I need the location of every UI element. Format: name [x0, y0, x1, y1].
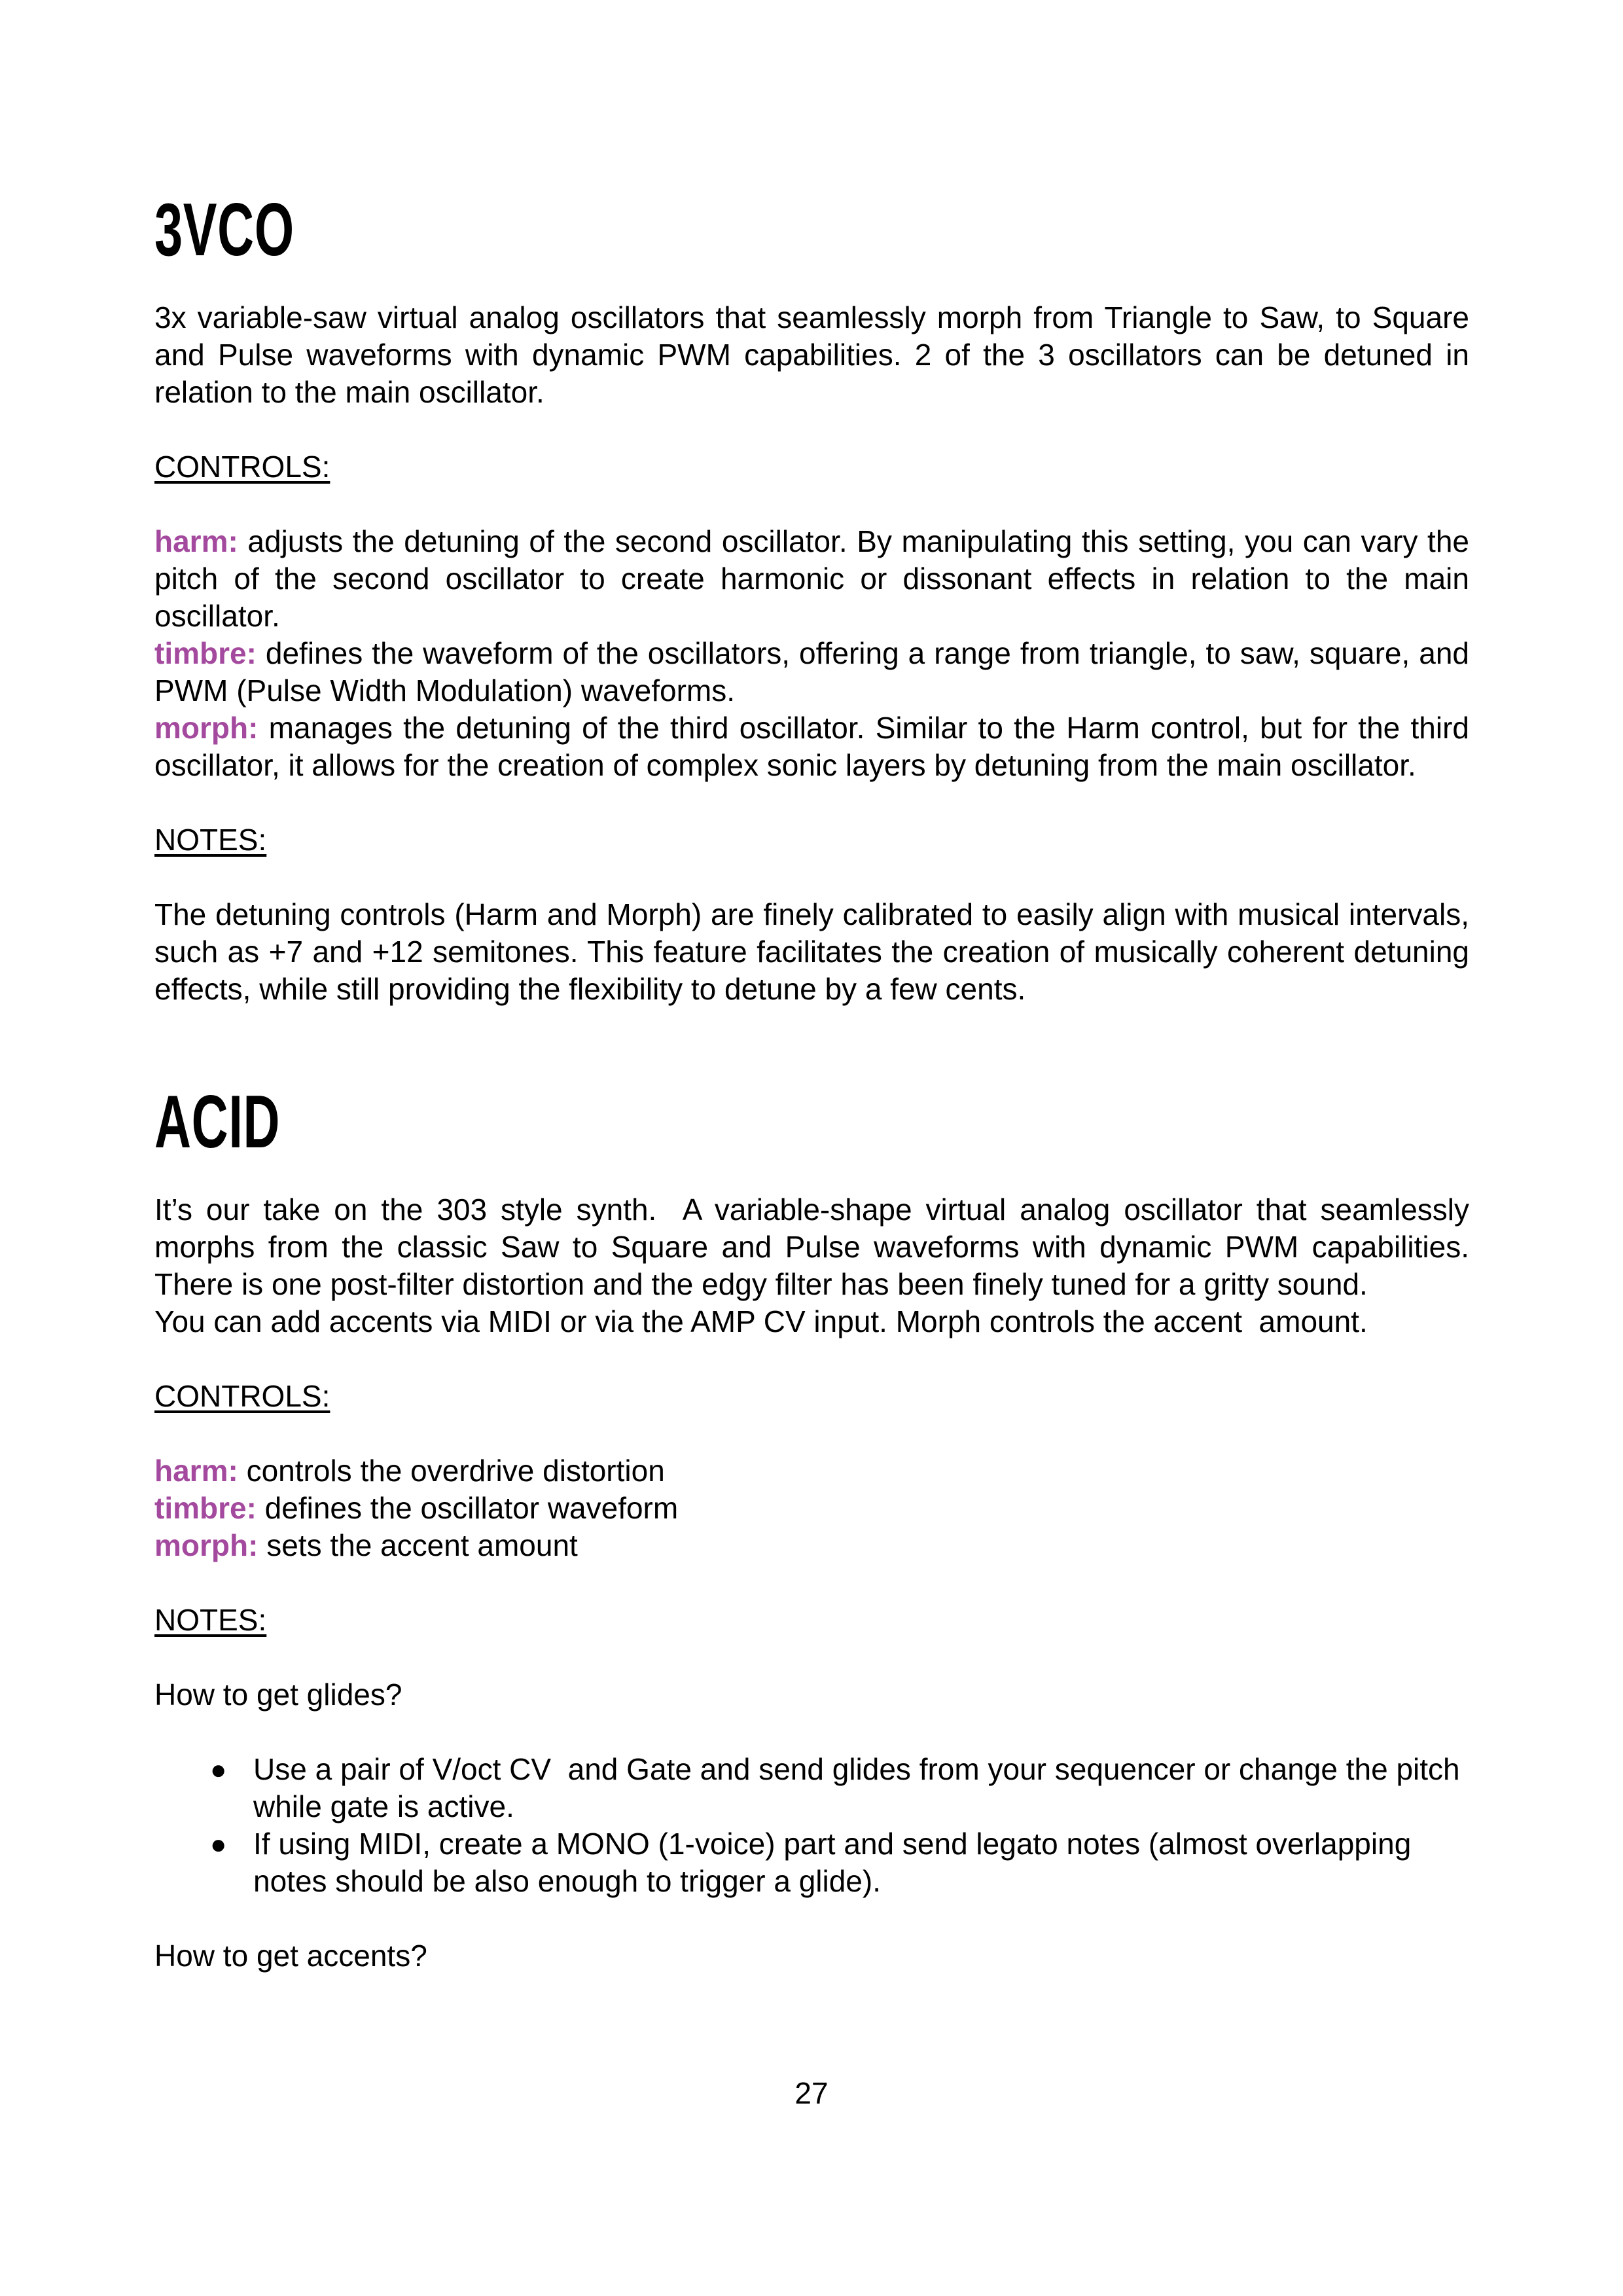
vco-intro-paragraph: 3x variable-saw virtual analog oscillators that seamlessly morph from Triangle to Saw, to Square and Pulse waveforms with dynamic PWM capabilities. 2 of the 3 oscillators can be detuned in relation to the main oscillator. — [154, 300, 1478, 409]
page-number: 27 — [794, 2076, 829, 2110]
vco-control-timbre — [154, 635, 1478, 709]
acid-control-timbre — [154, 1490, 1469, 1527]
control-name-timbre: timbre: — [154, 636, 257, 670]
acid-notes-label: NOTES: — [154, 1603, 267, 1637]
acid-control-harm — [154, 1452, 1469, 1490]
vco-control-harm — [154, 523, 1478, 635]
bullet-icon: ● — [210, 1829, 227, 1859]
bullet-icon: ● — [210, 1754, 227, 1785]
vco-control-morph — [154, 709, 1478, 784]
control-desc-timbre: defines the oscillator waveform — [256, 1491, 679, 1525]
accents-question: How to get accents? — [154, 1939, 427, 1973]
list-item-text: If using MIDI, create a MONO (1-voice) part and send legato notes (almost overlapping notes should be also enough to trigger a glide). — [253, 1827, 1420, 1898]
section-title-acid-text: ACID — [154, 1081, 281, 1164]
vco-notes-label: NOTES: — [154, 823, 267, 857]
glides-bullet-list — [154, 1751, 1469, 1900]
section-title-acid — [154, 1080, 1469, 1165]
acid-intro-line2: You can add accents via MIDI or via the AMP CV input. Morph controls the accent amount. — [154, 1304, 1368, 1338]
acid-controls-label: CONTROLS: — [154, 1379, 330, 1413]
list-item — [154, 1825, 1469, 1900]
control-desc-harm: adjusts the detuning of the second oscillator. By manipulating this setting, you can vary the pitch of the second oscillator to create harmonic or dissonant effects in relation to the main oscillator. — [154, 524, 1478, 633]
acid-intro-paragraph — [154, 1191, 1478, 1340]
control-name-morph: morph: — [154, 1528, 259, 1562]
list-item-text: Use a pair of V/oct CV and Gate and send glides from your sequencer or change the pitch while gate is active. — [253, 1752, 1469, 1823]
section-title-3vco — [154, 188, 1469, 273]
control-name-harm: harm: — [154, 524, 238, 558]
section-title-3vco-text: 3VCO — [154, 188, 294, 272]
control-name-timbre: timbre: — [154, 1491, 257, 1525]
control-desc-timbre: defines the waveform of the oscillators, offering a range from triangle, to saw, square, and PWM (Pulse Width Modulation) waveforms. — [154, 636, 1478, 708]
control-name-harm: harm: — [154, 1454, 238, 1488]
acid-intro-line1: It’s our take on the 303 style synth. A variable-shape virtual analog oscillator that seamlessly morphs from the classic Saw to Square and Pulse waveforms with dynamic PWM capabilities. There is one post-filter distortion and the edgy filter has been finely tuned for a gritty sound. — [154, 1193, 1478, 1301]
list-item — [154, 1751, 1469, 1825]
vco-controls-label: CONTROLS: — [154, 450, 330, 484]
control-name-morph: morph: — [154, 711, 259, 745]
vco-notes-paragraph: The detuning controls (Harm and Morph) are finely calibrated to easily align with musical intervals, such as +7 and +12 semitones. This feature facilitates the creation of musically coherent detuning effects, while still providing the flexibility to detune by a few cents. — [154, 897, 1478, 1006]
acid-control-morph — [154, 1527, 1469, 1564]
control-desc-morph: manages the detuning of the third oscillator. Similar to the Harm control, but for the third oscillator, it allows for the creation of complex sonic layers by detuning from the main oscillator. — [154, 711, 1478, 782]
glides-question: How to get glides? — [154, 1677, 402, 1712]
control-desc-harm: controls the overdrive distortion — [238, 1454, 665, 1488]
control-desc-morph: sets the accent amount — [258, 1528, 578, 1562]
